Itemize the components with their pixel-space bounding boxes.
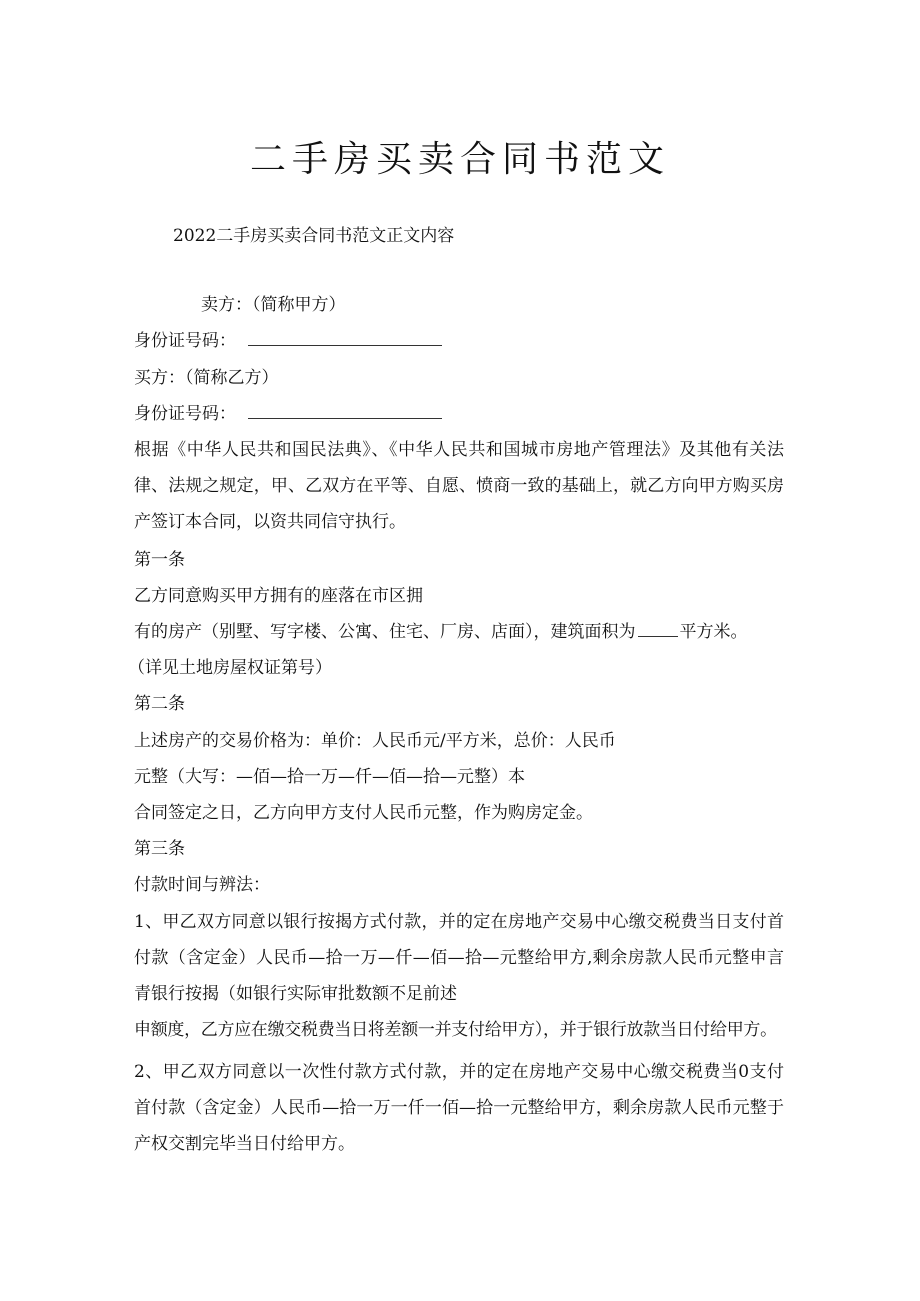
intro-paragraph: 根据《中华人民共和国民法典》、《中华人民共和国城市房地产管理法》及其他有关法律、法规之规定，甲、乙双方在平等、自愿、愤商一致的基础上，就乙方向甲方购买房产签订本合同，以资共同信守执行。	[134, 440, 784, 532]
article-3-paragraph-1-end: 申额度，乙方应在缴交税费当日将差额一并支付给甲方），并于银行放款当日付给甲方。	[134, 1020, 777, 1040]
buyer-line: 买方：（简称乙方）	[134, 368, 279, 388]
article-3-paragraph-2: 2、甲乙双方同意以一次性付款方式付款，并的定在房地产交易中心缴交税费当0支付首付款（含定金）人民币—拾一万一仟一佰—拾一元整给甲方，剩余房款人民币元整于产权交割完毕当日付给甲方。	[134, 1062, 784, 1154]
document-subtitle: 2022二手房买卖合同书范文正文内容	[173, 226, 455, 246]
article-3-heading: 第三条	[134, 839, 185, 859]
article-1-line-2	[134, 620, 748, 644]
article-1-line-3: （详见土地房屋权证第号）	[128, 658, 332, 678]
buyer-id-blank	[248, 417, 442, 419]
article-2-line-3: 合同签定之日，乙方向甲方支付人民币元整，作为购房定金。	[134, 803, 593, 823]
article-2-line-2: 元整（大写：—佰—拾一万—仟—佰—拾—元整）本	[134, 767, 525, 787]
article-1-line-2-text: 有的房产（别墅、写字楼、公寓、住宅、厂房、店面），建筑面积为	[134, 622, 636, 642]
article-1-line-2-unit: 平方米。	[679, 622, 748, 642]
seller-line: 卖方：（简称甲方）	[201, 295, 346, 315]
seller-id-label: 身份证号码：	[134, 331, 236, 351]
article-3-line-1: 付款时间与辨法：	[134, 875, 270, 895]
article-2-heading: 第二条	[134, 694, 185, 714]
article-2-line-1: 上述房产的交易价格为：单价：人民币元/平方米，总价：人民币	[134, 731, 616, 751]
buyer-id-label: 身份证号码：	[134, 404, 236, 424]
article-1-heading: 第一条	[134, 550, 185, 570]
seller-id-row	[134, 329, 442, 353]
buyer-id-row	[134, 402, 442, 426]
article-3-paragraph-1: 1、甲乙双方同意以银行按揭方式付款，并的定在房地产交易中心缴交税费当日支付首付款（含定金）人民币—拾一万—仟—佰—拾—元整给甲方,剩余房款人民币元整申言青银行按揭（如银行实际审批数额不足前述	[134, 912, 784, 1004]
area-blank	[638, 635, 678, 637]
article-1-line-1: 乙方同意购买甲方拥有的座落在市区拥	[134, 586, 423, 606]
document-title: 二手房买卖合同书范文	[249, 139, 670, 180]
seller-id-blank	[248, 344, 442, 346]
